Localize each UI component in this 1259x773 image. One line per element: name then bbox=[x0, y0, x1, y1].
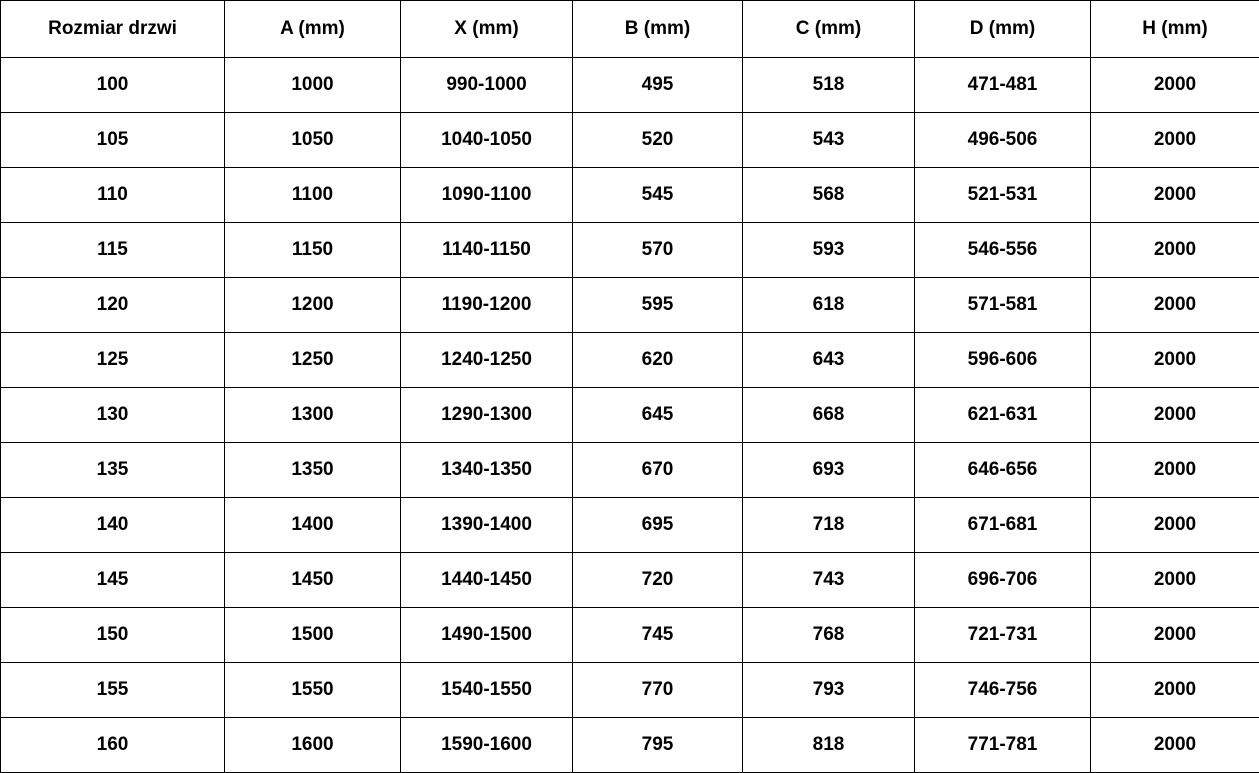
cell-h: 2000 bbox=[1091, 113, 1259, 168]
table-row bbox=[1, 333, 1259, 388]
cell-a: 1150 bbox=[225, 223, 401, 278]
cell-d: 496-506 bbox=[915, 113, 1091, 168]
table-row bbox=[1, 663, 1259, 718]
cell-d: 471-481 bbox=[915, 58, 1091, 113]
cell-c: 593 bbox=[743, 223, 915, 278]
cell-x: 1340-1350 bbox=[401, 443, 573, 498]
table-header bbox=[1, 1, 1259, 58]
cell-d: 671-681 bbox=[915, 498, 1091, 553]
column-header-c: C (mm) bbox=[743, 1, 915, 58]
cell-h: 2000 bbox=[1091, 388, 1259, 443]
table-row bbox=[1, 388, 1259, 443]
cell-x: 1190-1200 bbox=[401, 278, 573, 333]
cell-c: 718 bbox=[743, 498, 915, 553]
table-row bbox=[1, 498, 1259, 553]
cell-d: 721-731 bbox=[915, 608, 1091, 663]
cell-a: 1600 bbox=[225, 718, 401, 773]
cell-b: 495 bbox=[573, 58, 743, 113]
cell-x: 1440-1450 bbox=[401, 553, 573, 608]
cell-b: 795 bbox=[573, 718, 743, 773]
cell-x: 1390-1400 bbox=[401, 498, 573, 553]
cell-a: 1450 bbox=[225, 553, 401, 608]
cell-c: 643 bbox=[743, 333, 915, 388]
cell-h: 2000 bbox=[1091, 718, 1259, 773]
table-row bbox=[1, 113, 1259, 168]
column-header-h: H (mm) bbox=[1091, 1, 1259, 58]
cell-d: 571-581 bbox=[915, 278, 1091, 333]
cell-a: 1300 bbox=[225, 388, 401, 443]
cell-d: 621-631 bbox=[915, 388, 1091, 443]
cell-h: 2000 bbox=[1091, 663, 1259, 718]
cell-c: 618 bbox=[743, 278, 915, 333]
cell-x: 1140-1150 bbox=[401, 223, 573, 278]
cell-c: 768 bbox=[743, 608, 915, 663]
cell-b: 695 bbox=[573, 498, 743, 553]
table-row bbox=[1, 223, 1259, 278]
cell-a: 1350 bbox=[225, 443, 401, 498]
cell-door-size: 105 bbox=[1, 113, 225, 168]
cell-d: 521-531 bbox=[915, 168, 1091, 223]
table-row bbox=[1, 553, 1259, 608]
cell-x: 1290-1300 bbox=[401, 388, 573, 443]
cell-c: 568 bbox=[743, 168, 915, 223]
cell-b: 670 bbox=[573, 443, 743, 498]
cell-a: 1100 bbox=[225, 168, 401, 223]
cell-x: 1090-1100 bbox=[401, 168, 573, 223]
cell-c: 818 bbox=[743, 718, 915, 773]
cell-d: 546-556 bbox=[915, 223, 1091, 278]
cell-x: 1590-1600 bbox=[401, 718, 573, 773]
table-header-row bbox=[1, 1, 1259, 58]
cell-x: 1540-1550 bbox=[401, 663, 573, 718]
column-header-b: B (mm) bbox=[573, 1, 743, 58]
cell-b: 745 bbox=[573, 608, 743, 663]
column-header-d: D (mm) bbox=[915, 1, 1091, 58]
cell-h: 2000 bbox=[1091, 278, 1259, 333]
cell-a: 1550 bbox=[225, 663, 401, 718]
cell-door-size: 130 bbox=[1, 388, 225, 443]
cell-x: 990-1000 bbox=[401, 58, 573, 113]
cell-b: 595 bbox=[573, 278, 743, 333]
cell-x: 1240-1250 bbox=[401, 333, 573, 388]
table-row bbox=[1, 58, 1259, 113]
cell-door-size: 140 bbox=[1, 498, 225, 553]
cell-door-size: 145 bbox=[1, 553, 225, 608]
column-header-a: A (mm) bbox=[225, 1, 401, 58]
cell-x: 1040-1050 bbox=[401, 113, 573, 168]
cell-b: 720 bbox=[573, 553, 743, 608]
cell-d: 746-756 bbox=[915, 663, 1091, 718]
cell-c: 743 bbox=[743, 553, 915, 608]
cell-h: 2000 bbox=[1091, 58, 1259, 113]
cell-h: 2000 bbox=[1091, 168, 1259, 223]
cell-b: 545 bbox=[573, 168, 743, 223]
cell-door-size: 160 bbox=[1, 718, 225, 773]
cell-a: 1250 bbox=[225, 333, 401, 388]
cell-h: 2000 bbox=[1091, 498, 1259, 553]
cell-b: 570 bbox=[573, 223, 743, 278]
cell-h: 2000 bbox=[1091, 608, 1259, 663]
cell-a: 1400 bbox=[225, 498, 401, 553]
cell-h: 2000 bbox=[1091, 223, 1259, 278]
table-row bbox=[1, 168, 1259, 223]
cell-a: 1050 bbox=[225, 113, 401, 168]
cell-d: 771-781 bbox=[915, 718, 1091, 773]
cell-door-size: 125 bbox=[1, 333, 225, 388]
column-header-door-size: Rozmiar drzwi bbox=[1, 1, 225, 58]
cell-door-size: 155 bbox=[1, 663, 225, 718]
cell-x: 1490-1500 bbox=[401, 608, 573, 663]
table-row bbox=[1, 278, 1259, 333]
cell-c: 668 bbox=[743, 388, 915, 443]
table-body bbox=[1, 58, 1259, 773]
cell-a: 1500 bbox=[225, 608, 401, 663]
cell-h: 2000 bbox=[1091, 553, 1259, 608]
cell-c: 518 bbox=[743, 58, 915, 113]
table-row bbox=[1, 718, 1259, 773]
cell-d: 696-706 bbox=[915, 553, 1091, 608]
cell-c: 693 bbox=[743, 443, 915, 498]
cell-d: 646-656 bbox=[915, 443, 1091, 498]
cell-b: 645 bbox=[573, 388, 743, 443]
cell-door-size: 135 bbox=[1, 443, 225, 498]
cell-h: 2000 bbox=[1091, 333, 1259, 388]
cell-c: 543 bbox=[743, 113, 915, 168]
cell-b: 770 bbox=[573, 663, 743, 718]
cell-c: 793 bbox=[743, 663, 915, 718]
cell-door-size: 115 bbox=[1, 223, 225, 278]
cell-a: 1200 bbox=[225, 278, 401, 333]
cell-a: 1000 bbox=[225, 58, 401, 113]
cell-door-size: 120 bbox=[1, 278, 225, 333]
table-row bbox=[1, 608, 1259, 663]
cell-door-size: 110 bbox=[1, 168, 225, 223]
table-row bbox=[1, 443, 1259, 498]
cell-door-size: 100 bbox=[1, 58, 225, 113]
cell-door-size: 150 bbox=[1, 608, 225, 663]
cell-b: 620 bbox=[573, 333, 743, 388]
cell-d: 596-606 bbox=[915, 333, 1091, 388]
cell-b: 520 bbox=[573, 113, 743, 168]
cell-h: 2000 bbox=[1091, 443, 1259, 498]
column-header-x: X (mm) bbox=[401, 1, 573, 58]
